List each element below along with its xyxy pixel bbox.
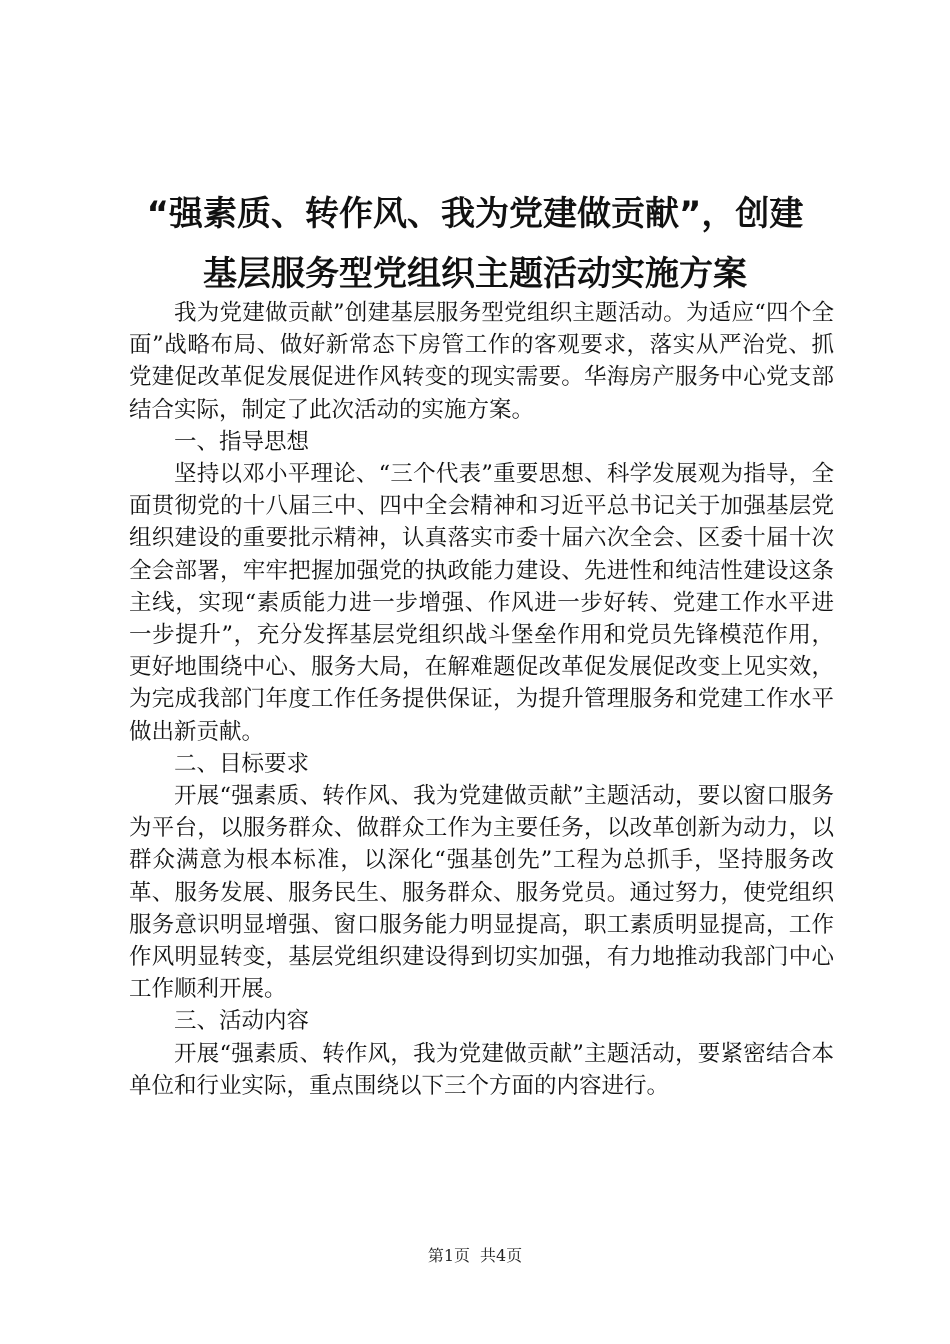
page-number: 第1页 (427, 1246, 470, 1265)
guiding-ideology-paragraph: 坚持以邓小平理论、“三个代表”重要思想、科学发展观为指导，全面贯彻党的十八届三中、四中全会精神和习近平总书记关于加强基层党组织建设的重要批示精神，认真落实市委十届六次全会、区委十届十次全会部署，牢牢把握加强党的执政能力建设、先进性和纯洁性建设这条主线，实现“素质能力进一步增强、作风进一步好转、党建工作水平进一步提升”，充分发挥基层党组织战斗堡垒作用和党员先锋模范作用，更好地围绕中心、服务大局，在解难题促改革促发展促改变上见实效，为完成我部门年度工作任务提供保证，为提升管理服务和党建工作水平做出新贡献。 (129, 461, 834, 745)
document-body (129, 297, 834, 1102)
section-heading-goals: 二、目标要求 (174, 750, 310, 777)
intro-paragraph: 我为党建做贡献”创建基层服务型党组织主题活动。为适应“四个全面”战略布局、做好新常态下房管工作的客观要求，落实从严治党、抓党建促改革促发展促进作风转变的现实需要。华海房产服务中心党支部结合实际，制定了此次活动的实施方案。 (129, 300, 834, 423)
page-total: 共4页 (480, 1246, 523, 1265)
page-footer (0, 1243, 950, 1266)
section-heading-guiding-ideology: 一、指导思想 (174, 428, 310, 455)
section-heading-activities: 三、活动内容 (174, 1008, 310, 1035)
activities-paragraph: 开展“强素质、转作风，我为党建做贡献”主题活动，要紧密结合本单位和行业实际，重点围绕以下三个方面的内容进行。 (129, 1040, 834, 1099)
document-title-line-2: 基层服务型党组织主题活动实施方案 (203, 254, 747, 294)
goals-paragraph: 开展“强素质、转作风、我为党建做贡献”主题活动，要以窗口服务为平台，以服务群众、做群众工作为主要任务，以改革创新为动力，以群众满意为根本标准，以深化“强基创先”工程为总抓手，坚持服务改革、服务发展、服务民生、服务群众、服务党员。通过努力，使党组织服务意识明显增强、窗口服务能力明显提高，职工素质明显提高，工作作风明显转变，基层党组织建设得到切实加强，有力地推动我部门中心工作顺利开展。 (129, 783, 834, 1003)
document-title-line-1: “强素质、转作风、我为党建做贡献”，创建 (146, 194, 804, 234)
